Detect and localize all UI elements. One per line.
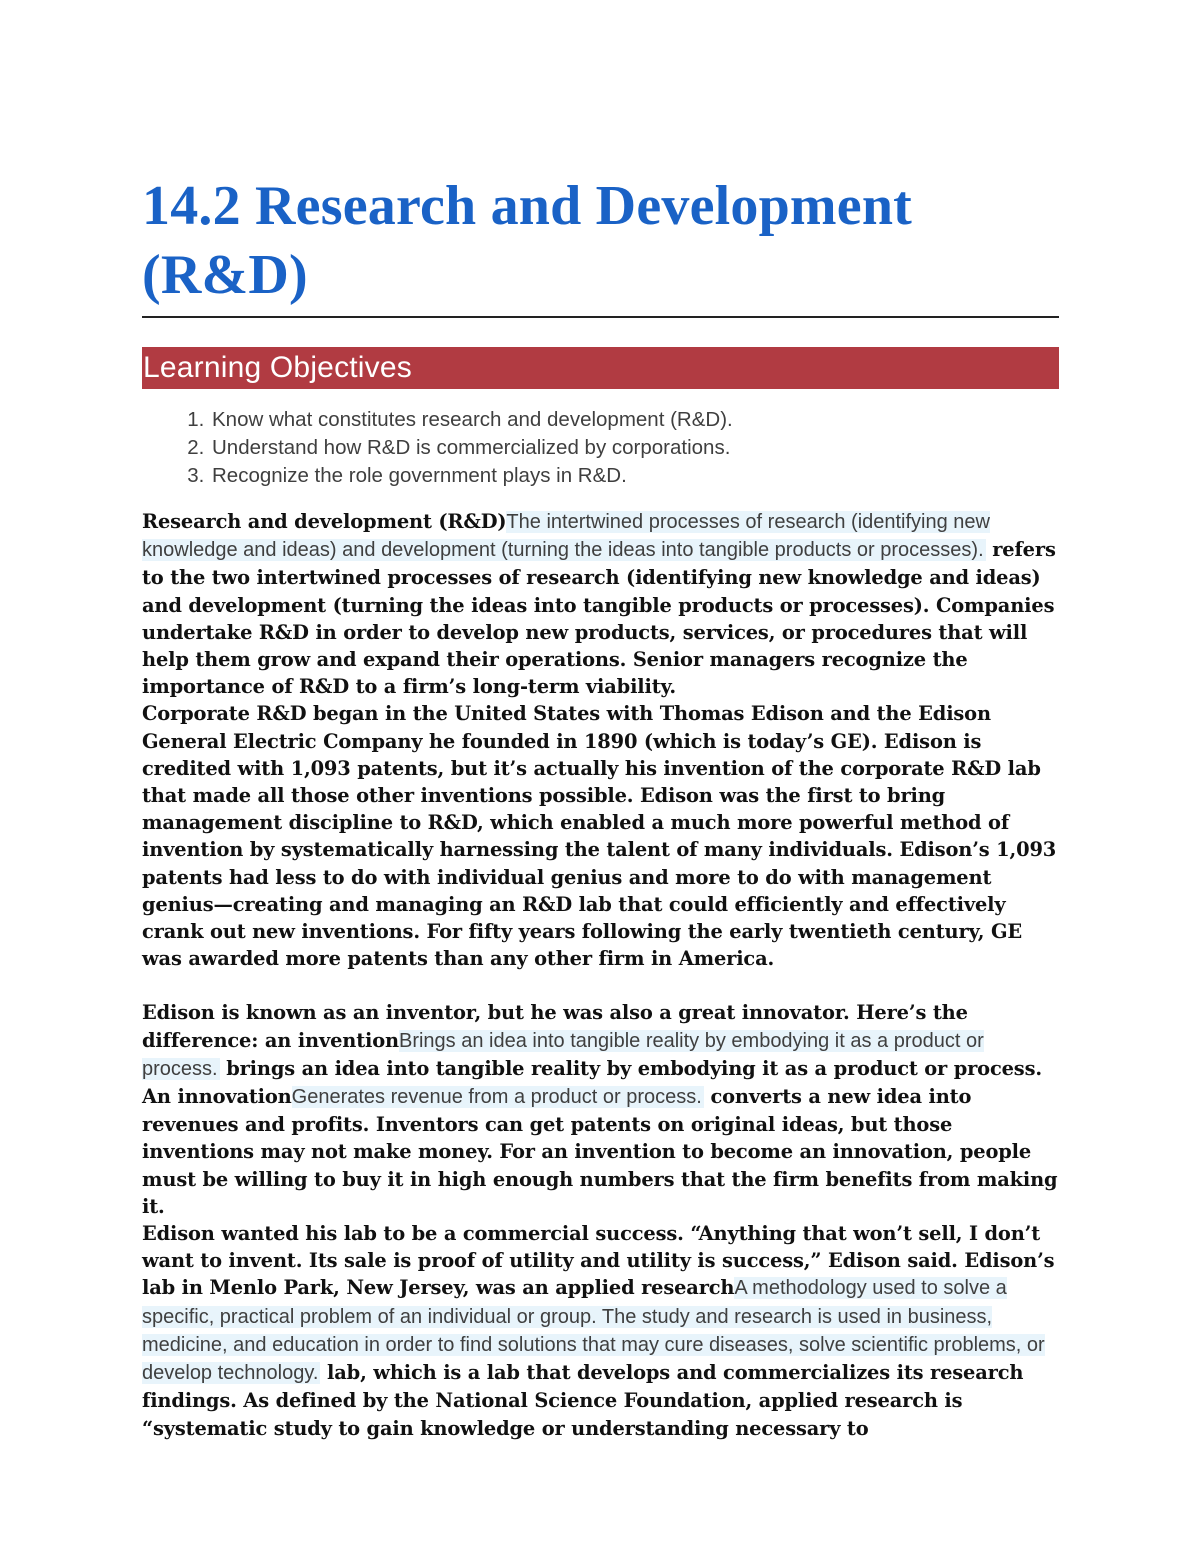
objective-item: 3. Recognize the role government plays in R&D. (210, 462, 1059, 490)
paragraph-text: refers to the two intertwined processes of research (identifying new knowledge and ideas) and development (turning the ideas into tangible products or processes). Companies undertake R&D in order to develop new products, services, or procedures that will help them grow and expand their operations. Senior managers recognize the importance of R&D to a firm’s long-term viability. (142, 538, 1056, 699)
paragraph-text: Edison wanted his lab to be a commercial success. “Anything that won’t sell, I don’t want to invent. Its sale is proof of utility and utility is success,” Edison said. Edison’s lab in Menlo Park, New Jersey, was an (142, 1222, 1055, 1300)
glossary-definition-invention: Brings an idea into tangible reality by embodying it as a product or process. (142, 1029, 984, 1080)
paragraph-invention-innovation (142, 999, 1059, 1220)
paragraph-rd-definition (142, 508, 1059, 700)
paragraph-corporate-rd: Corporate R&D began in the United States with Thomas Edison and the Edison General Electric Company he founded in 1890 (which is today’s GE). Edison is credited with 1,093 patents, but it’s actually his invention of the corporate R&D lab that made all those other inventions possible. Edison was the first to bring management discipline to R&D, which enabled a much more powerful method of invention by systematically harnessing the talent of many individuals. Edison’s 1,093 patents had less to do with individual genius and more to do with management genius—creating and managing an R&D lab that could efficiently and effectively crank out new inventions. For fifty years following the early twentieth century, GE was awarded more patents than any other firm in America. (142, 702, 1057, 971)
document-page (142, 172, 1059, 1442)
objective-item: 1. Know what constitutes research and development (R&D). (210, 406, 1059, 434)
body-text (142, 508, 1059, 1442)
term-research-and-development: Research and development (R&D) (142, 510, 507, 533)
glossary-definition-innovation: Generates revenue from a product or process. (291, 1086, 702, 1109)
learning-objectives-banner (142, 347, 1059, 389)
term-innovation: innovation (177, 1085, 292, 1109)
glossary-definition-rd: The intertwined processes of research (identifying new knowledge and ideas) and development (turning the ideas into tangible products or processes). (142, 511, 990, 562)
paragraph-text: Edison is known as an inventor, but he was also a great innovator. Here’s the difference: an (142, 1001, 968, 1052)
term-applied-research: applied research (555, 1276, 735, 1300)
page-title: 14.2 Research and Development (R&D) (142, 175, 913, 306)
paragraph-text: brings an idea into tangible reality by embodying it as a product or process. An (142, 1056, 1042, 1109)
glossary-definition-applied-research: A methodology used to solve a specific, practical problem of an individual or group. The study and research is used in business, medicine, and education in order to find solutions that may cure diseases, solve scientific problems, or develop technology. (142, 1277, 1045, 1385)
learning-objectives-heading: Learning Objectives (143, 351, 412, 384)
paragraph-text: converts a new idea into revenues and profits. Inventors can get patents on original ideas, but those inventions may not make money. For an invention to become an innovation, people must be willing to buy it in high enough numbers that the firm benefits from making it. (142, 1085, 1058, 1218)
paragraph-spacer (142, 972, 1059, 999)
paragraph-applied-research (142, 1220, 1059, 1442)
paragraph-text: lab, which is a lab that develops and commercializes its research findings. As defined by the National Science Foundation, applied research is “systematic study to gain knowledge or understanding necessary to (142, 1361, 1024, 1440)
title-divider (142, 316, 1059, 318)
term-invention: invention (297, 1028, 399, 1052)
learning-objectives-list (142, 406, 1059, 490)
objective-item: 2. Understand how R&D is commercialized by corporations. (210, 434, 1059, 462)
